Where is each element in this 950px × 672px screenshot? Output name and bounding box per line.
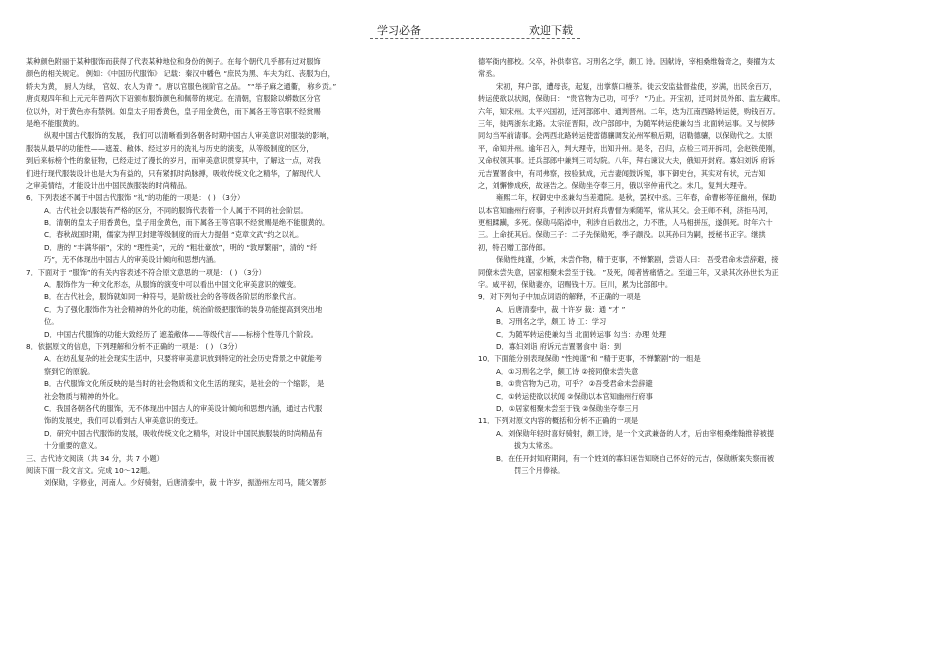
text-line: C．①转运使欲以状闻 ②保勋以本官知幽州行府事 xyxy=(496,391,653,401)
text-line: 之，刘懈惨成疾，故诬告之。保勋坐夺奉三月，俄以宰仲甫代之。未几，复判大理寺。 xyxy=(478,180,752,190)
text-line: 11．下列对原文内容的概括和分析不正确的一项是 xyxy=(478,416,639,426)
text-line: C．我国各朝各代的服饰，无不体现出中国古人的审美设计倾向和思想内涵，通过古代服 xyxy=(44,403,323,413)
text-line: 6．下列表述不属于中国古代服饰 “礼”的功能的一项是： ( ) （3分） xyxy=(26,193,245,203)
text-line: D．研究中国古代服饰的发展，吸收传统文化之精华，对设计中国民族服装的时尚精品有 xyxy=(44,428,323,438)
text-line: 又命权领其事。迁兵部郎中兼判三司勾院。八年，拜右谏议大夫，俄知开封府。寡妇刘诉 府诉 xyxy=(478,156,775,166)
header-divider xyxy=(370,38,580,39)
text-line: 拔为太常丞。 xyxy=(514,441,558,451)
text-line: 同僚未尝失意，居家相聚未尝至于钱。 ”及死，闻者皆痛惜之。至道三年，又录其次孙世长为正 xyxy=(478,267,779,277)
text-line: 同勾当军前请事。会两西北路转运使雷德骧调发沁州军粮后期，诏勒德骧，以保勋代之。太原 xyxy=(478,131,773,141)
text-line: 雍熙二年，权御史中丞兼勾当差遣院。是秋，罢权中丞。三年春，命曹彬等征幽州，保助 xyxy=(496,193,777,203)
text-line: 9．对下列句子中加点词语的解释，不正确的一项是 xyxy=(478,292,641,302)
text-line: 更相蹂躏，多死。保勋马陷淖中，利涉自后救出之，力不胜，人马相拼压，遂俱死。时年六十 xyxy=(478,218,773,228)
text-line: 到后来标榜个性的象征物，已经走过了漫长的岁月，而审美意识贯穿其中，了解这一点，对我 xyxy=(26,156,321,166)
text-line: 三、古代诗文阅读（共 34 分，共 7 小题） xyxy=(26,453,164,463)
text-line: D．唐的 “丰满华丽”，宋的 “理性美”，元的 “粗壮豪放”，明的 “敦厚繁丽”，清的 “纤 xyxy=(44,242,318,252)
text-line: 以本官知幽州行府事，子利涉以开封府兵曹督为乘随军，常从其父。会王师不利，济拒马河， xyxy=(478,205,773,215)
text-line: 德军衙内都校。父卒，补供奉官。习刑名之学，颇工 诗。因献诗，宰相桑维翰奇之，奏擢为太 xyxy=(478,57,775,66)
right-column xyxy=(478,56,908,477)
text-line: 三。上命抚其后。保勋三子：二子先保勋死，季子颛没。以其孙曰为嗣，授秘书正字。继拱 xyxy=(478,230,766,240)
text-line: B．清朝的皇太子用香黄色，皇子用金黄色，而下属各王等官职不经赏赐是绝不能服黄的。 xyxy=(44,218,330,228)
left-column xyxy=(26,56,438,490)
text-line: 保勋性纯谨，少嫉，未尝作物，精于吏事，不惮繁剧，尝语人曰： 吾受君命未尝辞避，接 xyxy=(496,255,779,265)
text-line: 颜色的相关规定。 例如：《中国历代服饰》 记载：秦汉中幡色 “庶民为黑、车夫为红、丧服为白， xyxy=(26,69,335,79)
text-line: A．在纺乱复杂的社会现实生活中，只要将审美意识放到特定的社会历史背景之中就能考 xyxy=(44,354,323,364)
text-line: B．在古代社会，服饰就如同一种符号，是阶级社会的各等级各阶层的形象代言。 xyxy=(44,292,301,302)
text-line: A．后唐清泰中，裁 十许岁 裁：通 “才 ” xyxy=(496,304,626,314)
text-line: A．①习刑名之学，颇工诗 ②接同僚未尝失意 xyxy=(496,366,639,376)
text-line: 巧”，无不体现出中国古人的审美设计倾向和思想内涵。 xyxy=(44,255,221,265)
text-line: 阅读下面一段文言文。完成 10～12题。 xyxy=(26,465,155,475)
text-line: 平，命知并州。逾年召入，判大理寺，出知升州。是冬，召归，点检三司开拆司，会赵铁使刚， xyxy=(478,143,780,153)
text-line: C．为了强化服饰作为社会精神的外化的功能，统治阶级把服饰的装身功能提高到突出地 xyxy=(44,304,323,314)
text-line: 位。 xyxy=(44,317,59,327)
text-line: D．①居家相聚未尝至于钱 ②保勋坐夺奉三月 xyxy=(496,403,639,413)
text-line: 察到它的原貌。 xyxy=(44,366,95,376)
text-line: D．寡妇刘诣 府诉元吉置署食中 诣：到 xyxy=(496,341,622,351)
text-line: C．为随军转运使兼勾当 北面转运事 勾当：办理 处理 xyxy=(496,329,667,339)
text-line: A．古代社会以服装有严格的区分，不同的服饰代表着一个人属于不同的社会阶层。 xyxy=(44,205,308,215)
text-line: 之审美情结，才能设计出中国民族服装的时尚精品。 xyxy=(26,180,192,190)
text-line: 唐贞观四年和上元元年曾两次下诏颁布服饰颜色和佩带的规定。在清朝，官服除以蟒数区分官 xyxy=(26,94,321,104)
text-line: 轿夫为黄， 厨人为绿， 官奴、农人为青 ”。唐以官服色视阶官之品。 ”“举子麻之通衢， 称乡贡。” xyxy=(26,81,337,91)
text-line: B．①贵官物为己功，可乎？ ②吾受君命未尝辞避 xyxy=(496,379,653,389)
text-line: 是绝不能服黄的。 xyxy=(26,118,84,128)
header-left: 学习必备 xyxy=(377,24,421,37)
text-line: A．刘保勋年轻时喜好骑射，颇工诗，是一个文武兼备的人才，后由宰相桑维翰推荐被提 xyxy=(496,428,775,438)
page-header xyxy=(377,22,573,38)
text-line: 位以外，对于黄色亦有禁例。如皇太子用香黄色，皇子用金黄色，而下属各王等官职不经赏赐 xyxy=(26,106,321,116)
text-line: 十分重要的意义。 xyxy=(44,441,102,451)
header-right: 欢迎下载 xyxy=(529,24,573,37)
text-line: C．春秋战国时期，儒家为捍卫封建等级制度的而大力提倡 “克章文武”约之以礼。 xyxy=(44,230,304,240)
text-line: 饰的发展史，我们可以看到古人审美意识的变迁。 xyxy=(44,416,203,426)
text-line: B．古代服饰文化所反映的是当时的社会物质和文化生活的现实，是社会的一个缩影， 是 xyxy=(44,379,325,389)
text-line: 刘保勋，字修业，河南人。少好骑射，后唐清泰中，裁 十许岁，振游州左司马，随父署彭 xyxy=(44,478,327,488)
text-line: 10．下面能分别表现保勋 “性纯谨”和 “精于吏事，不惮繁剧”的一组是 xyxy=(478,354,701,364)
text-line: 转运使欲以状闻，保勋曰： “贵官物为己功，可乎？ ”乃止。开宝初，迁司封员外郎、监左藏库。 xyxy=(478,94,785,104)
text-line: 7．下面对于 “服饰”的有关内容表述不符合原文意思的一项是： ( ) （3分） xyxy=(26,267,266,277)
text-line: 罚三个月俸禄。 xyxy=(514,465,565,475)
text-line: 社会物质与精神的外化。 xyxy=(44,391,124,401)
text-line: D．中国古代服饰的功能大致经历了 遮羞敝体——等级代言——标榜个性等几个阶段。 xyxy=(44,329,318,339)
text-line: 元吉置署食中，有司弗察，按验狱成，元吉妻闻鼓诉冤，事下御史台，其实对有状，元吉知 xyxy=(478,168,766,178)
text-line: 8．依据原文的信息，下列理解和分析不正确的一项是： ( ) （3分） xyxy=(26,341,242,351)
text-line: 三年，徙两浙东北路。太宗征晋阳，改户部郎中，为随军转运使兼勾当 北面转运事。又与侯陟 xyxy=(478,118,775,128)
text-line: 初，特召赠工部侍郎。 xyxy=(478,242,550,252)
text-line: 们进行现代服装设计也是大为有益的，只有紧抓时尚脉搏，吸收传统文化之精华，了解现代人 xyxy=(26,168,321,178)
text-line: 常丞。 xyxy=(478,69,500,79)
text-line: 宋初，拜户部，遭母丧，起复，出掌蔡口榷茶。徙云安监盐督盐使，岁满，出民余百万， xyxy=(496,81,777,91)
text-line: 六年，知宋州。太平兴国初，迁河部郎中、通判晋州。二年，迭为江南西路转运使，购钱百万。 xyxy=(478,106,780,116)
text-line: B．在任开封知府期间，有一个姓刘的寡妇诬告知晓自己怀好的元吉，保勋断案失察而被 xyxy=(496,453,775,463)
text-line: 某种颜色附丽于某种服饰而获得了代表某种地位和身份的例子。在每个朝代几乎都有过对服饰 xyxy=(26,57,321,66)
text-line: 纵观中国古代服饰的发展， 我们可以清晰看到各朝各时期中国古人审美意识对服装的影响， xyxy=(44,131,334,141)
text-line: A．服饰作为一种文化形态，从服饰的演变中可以看出中国文化审美意识的嬗变。 xyxy=(44,280,301,290)
text-line: B．习刑名之学，颇工 诗 工：学习 xyxy=(496,317,607,327)
text-line: 字。咸平初，保勋妻亦，诏赐钱十万。巨川，累为比部郎中。 xyxy=(478,280,673,290)
text-line: 服装从最早的功能性——遮羞、敝体、经过岁月的洗礼与历史的演变，从等级制度的区分， xyxy=(26,143,314,153)
